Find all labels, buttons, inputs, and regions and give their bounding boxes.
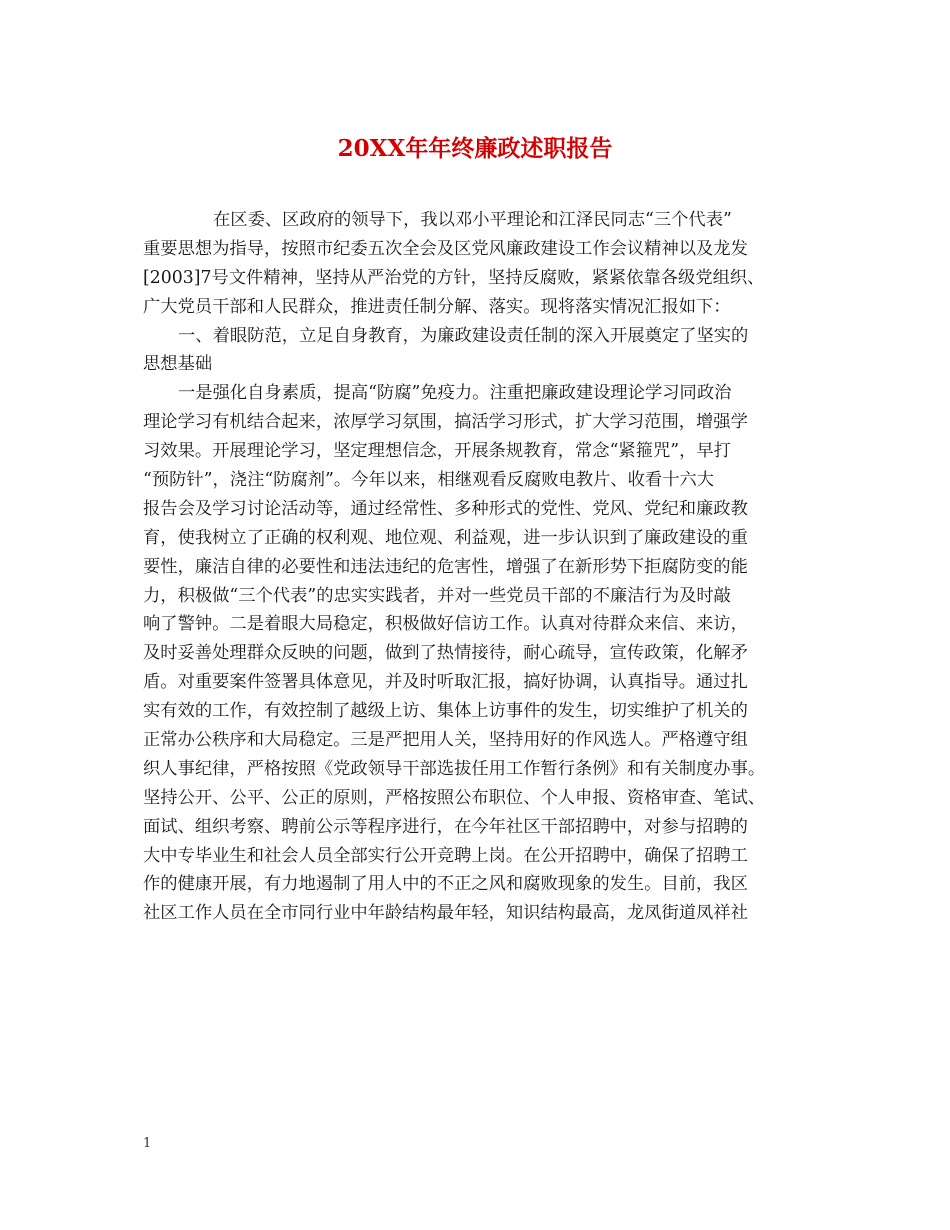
body-line: 报告会及学习讨论活动等，通过经常性、多种形式的党性、党风、党纪和廉政教 (143, 498, 748, 519)
body-line: 重要思想为指导，按照市纪委五次全会及区党风廉政建设工作会议精神以及龙发 (143, 238, 748, 259)
body-line: 理论学习有机结合起来，浓厚学习氛围，搞活学习形式，扩大学习范围，增强学 (143, 412, 748, 433)
body-line: 面试、组织考察、聘前公示等程序进行，在今年社区干部招聘中，对参与招聘的 (143, 816, 748, 837)
document-body (143, 206, 823, 928)
body-line: “预防针”，浇注“防腐剂”。今年以来，相继观看反腐败电教片、收看十六大 (143, 470, 715, 491)
body-line: 广大党员干部和人民群众，推进责任制分解、落实。现将落实情况汇报如下： (143, 296, 731, 317)
document-title: 20XX年年终廉政述职报告 (337, 135, 613, 162)
page-number: 1 (143, 1136, 152, 1151)
body-line: 坚持公开、公平、公正的原则，严格按照公布职位、个人申报、资格审查、笔试、 (143, 787, 766, 808)
body-line: 习效果。开展理论学习，坚定理想信念，开展条规教育，常念“紧箍咒”，早打 (143, 441, 731, 462)
body-line: 织人事纪律，严格按照《党政领导干部选拔任用工作暂行条例》和有关制度办事。 (143, 758, 766, 779)
body-line: 盾。对重要案件签署具体意见，并及时听取汇报，搞好协调，认真指导。通过扎 (143, 672, 748, 693)
body-line: 及时妥善处理群众反映的问题，做到了热情接待，耐心疏导，宣传政策，化解矛 (143, 643, 748, 664)
body-line: [2003]7号文件精神，坚持从严治党的方针，坚持反腐败，紧紧依靠各级党组织、 (143, 267, 765, 288)
body-line: 作的健康开展，有力地遏制了用人中的不正之风和腐败现象的发生。目前，我区 (143, 874, 748, 895)
section-heading-line: 一、着眼防范，立足自身教育，为廉政建设责任制的深入开展奠定了坚实的 (178, 325, 749, 346)
body-line: 育，使我树立了正确的权利观、地位观、利益观，进一步认识到了廉政建设的重 (143, 527, 748, 548)
body-line: 力，积极做“三个代表”的忠实实践者，并对一些党员干部的不廉洁行为及时敲 (143, 585, 731, 606)
body-line: 社区工作人员在全市同行业中年龄结构最年轻，知识结构最高，龙凤街道凤祥社 (143, 903, 748, 924)
body-line: 实有效的工作，有效控制了越级上访、集体上访事件的发生，切实维护了机关的 (143, 701, 748, 722)
body-line: 正常办公秩序和大局稳定。三是严把用人关，坚持用好的作风选人。严格遵守组 (143, 730, 748, 751)
body-line: 响了警钟。二是着眼大局稳定，积极做好信访工作。认真对待群众来信、来访， (143, 614, 748, 635)
body-line: 在区委、区政府的领导下，我以邓小平理论和江泽民同志“三个代表” (213, 210, 732, 230)
body-line: 一是强化自身素质，提高“防腐”免疫力。注重把廉政建设理论学习同政治 (178, 383, 732, 404)
body-line: 大中专毕业生和社会人员全部实行公开竞聘上岗。在公开招聘中，确保了招聘工 (143, 845, 748, 866)
body-line: 要性，廉洁自律的必要性和违法违纪的危害性，增强了在新形势下拒腐防变的能 (143, 556, 748, 577)
section-heading-line: 思想基础 (143, 354, 213, 375)
